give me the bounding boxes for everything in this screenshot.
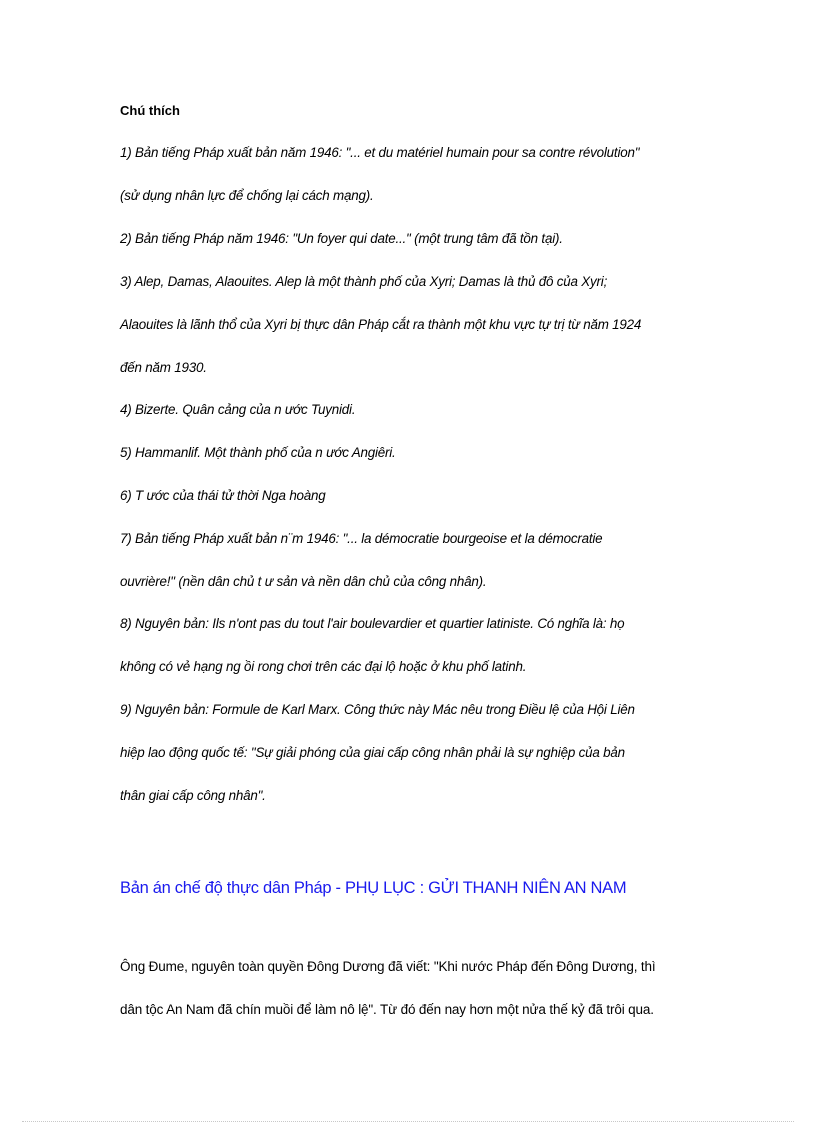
note-line: 6) T ước của thái tử thời Nga hoàng	[120, 488, 326, 503]
page-bottom-divider	[22, 1121, 794, 1122]
section-title: Bản án chế độ thực dân Pháp - PHỤ LỤC : GỬI THANH NIÊN AN NAM	[120, 879, 627, 897]
note-line: thân giai cấp công nhân".	[120, 788, 266, 803]
note-line: đến năm 1930.	[120, 360, 207, 375]
notes-heading: Chú thích	[120, 103, 180, 118]
note-line: hiệp lao động quốc tế: "Sự giải phóng của giai cấp công nhân phải là sự nghiệp của bản	[120, 745, 625, 760]
note-line: ouvrière!" (nền dân chủ t ư sản và nền dân chủ của công nhân).	[120, 574, 487, 589]
note-line: (sử dụng nhân lực để chống lại cách mạng).	[120, 188, 374, 203]
body-line: dân tộc An Nam đã chín muồi để làm nô lệ". Từ đó đến nay hơn một nửa thế kỷ đã trôi qua.	[120, 1002, 654, 1017]
note-line: 2) Bản tiếng Pháp năm 1946: "Un foyer qui date..." (một trung tâm đã tồn tại).	[120, 231, 563, 246]
note-line: 5) Hammanlif. Một thành phố của n ước Angiêri.	[120, 445, 396, 460]
note-line: Alaouites là lãnh thổ của Xyri bị thực dân Pháp cắt ra thành một khu vực tự trị từ năm 1924	[120, 317, 642, 332]
note-line: 3) Alep, Damas, Alaouites. Alep là một thành phố của Xyri; Damas là thủ đô của Xyri;	[120, 274, 608, 289]
note-line: 8) Nguyên bản: Ils n'ont pas du tout l'air boulevardier et quartier latiniste. Có nghĩa là: họ	[120, 616, 625, 631]
note-line: 1) Bản tiếng Pháp xuất bản năm 1946: "... et du matériel humain pour sa contre révolution"	[120, 145, 640, 160]
note-line: 9) Nguyên bản: Formule de Karl Marx. Công thức này Mác nêu trong Điều lệ của Hội Liên	[120, 702, 635, 717]
note-line: 4) Bizerte. Quân cảng của n ước Tuynidi.	[120, 402, 356, 417]
note-line: không có vẻ hạng ng ồi rong chơi trên các đại lộ hoặc ở khu phố latinh.	[120, 659, 527, 674]
body-line: Ông Đume, nguyên toàn quyền Đông Dương đã viết: "Khi nước Pháp đến Đông Dương, thì	[120, 959, 656, 974]
note-line: 7) Bản tiếng Pháp xuất bản n¨m 1946: "... la démocratie bourgeoise et la démocratie	[120, 531, 603, 546]
